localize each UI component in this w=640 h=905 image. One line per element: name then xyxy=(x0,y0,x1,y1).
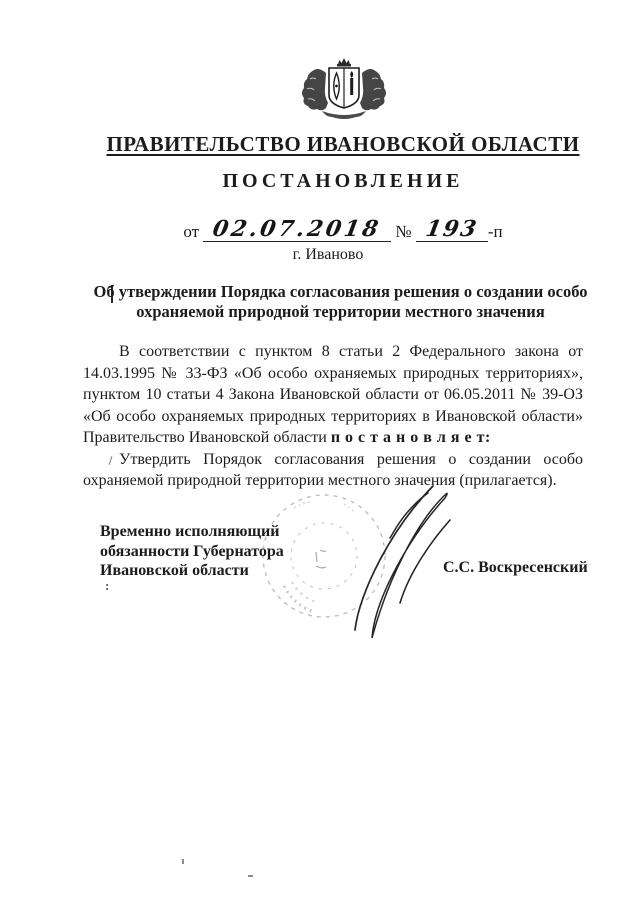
signatory-position-line-1: Временно исполняющий xyxy=(100,523,280,540)
number-sign-label: № xyxy=(395,222,412,241)
body-paragraph-1-text: В соответствии с пунктом 8 статьи 2 Федерального закона от 14.03.1995 № 33-ФЗ «Об особо охраняемых природных территориях», пунктом 10 статьи 4 Закона Ивановской области от 06.05.2011 № 39-ОЗ «Об особо охраняемых природных территориях в Ивановской области» Правительство Ивановской области xyxy=(83,343,583,446)
date-number-line xyxy=(88,215,598,242)
signatory-position-line-3: Ивановской области xyxy=(100,562,249,579)
place-line: г. Иваново xyxy=(292,246,364,263)
resolves-emphasis: п о с т а н о в л я е т: xyxy=(330,429,491,446)
document-subject xyxy=(88,282,593,322)
scan-speck xyxy=(182,859,184,864)
signatory-position xyxy=(100,522,320,581)
document-type-title: ПОСТАНОВЛЕНИЕ xyxy=(222,170,464,192)
number-underline xyxy=(416,215,488,242)
subject-line-2: охраняемой природной территории местного значения xyxy=(136,302,545,321)
number-suffix-label: -п xyxy=(487,222,503,241)
date-prefix-label: от xyxy=(183,222,200,241)
body-paragraph-1 xyxy=(83,341,583,449)
body-paragraph-2: Утвердить Порядок согласования решения о создании особо охраняемой природной территории местного значения (прилагается). xyxy=(83,450,583,489)
handwritten-number: 193 xyxy=(423,216,481,242)
issuing-authority-title: ПРАВИТЕЛЬСТВО ИВАНОВСКОЙ ОБЛАСТИ xyxy=(106,132,580,156)
date-underline xyxy=(203,215,391,242)
signatory-position-line-2: обязанности Губернатора xyxy=(100,542,284,560)
coat-of-arms-icon xyxy=(296,54,392,122)
handwritten-signature xyxy=(328,468,462,666)
scan-speck xyxy=(248,875,253,877)
subject-line-1: Об утверждении Порядка согласования решения о создании особо xyxy=(93,282,588,301)
scan-speck: : xyxy=(105,578,110,593)
signatory-name: С.С. Воскресенский xyxy=(443,559,588,576)
handwritten-date: 02.07.2018 xyxy=(211,216,384,242)
